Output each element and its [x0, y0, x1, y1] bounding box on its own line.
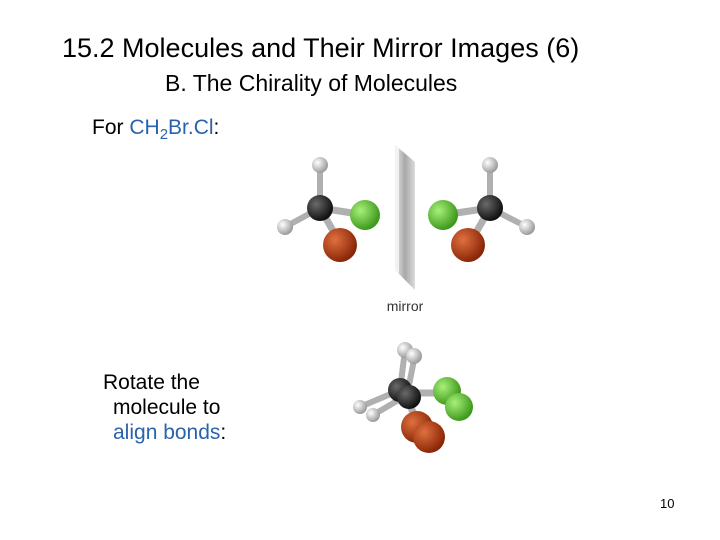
overlay-figure	[345, 335, 490, 465]
rotate-instruction	[103, 370, 226, 445]
formula-colon: :	[213, 116, 220, 139]
align-bonds-text: align bonds	[113, 421, 221, 444]
mirror-label: mirror	[386, 298, 424, 314]
formula-rest: Br.Cl	[168, 116, 214, 139]
formula-subscript: 2	[159, 126, 169, 143]
overlaid-molecules-icon	[353, 342, 473, 453]
page-number: 10	[660, 496, 675, 511]
slide-subtitle: B. The Chirality of Molecules	[165, 70, 458, 96]
formula-prefix: For	[92, 116, 130, 139]
molecule-right-icon	[428, 157, 535, 262]
formula-ch: CH	[129, 116, 160, 139]
rotate-colon: :	[220, 421, 227, 444]
rotate-line-2: molecule to	[113, 396, 221, 419]
formula-line	[92, 116, 220, 143]
molecule-left-icon	[277, 157, 380, 262]
slide-title: 15.2 Molecules and Their Mirror Images (6)	[62, 33, 580, 63]
mirror-image-figure	[265, 140, 555, 325]
rotate-line-3	[103, 420, 226, 445]
rotate-line-1: Rotate the	[103, 371, 200, 394]
mirror-plane-icon	[395, 145, 415, 290]
